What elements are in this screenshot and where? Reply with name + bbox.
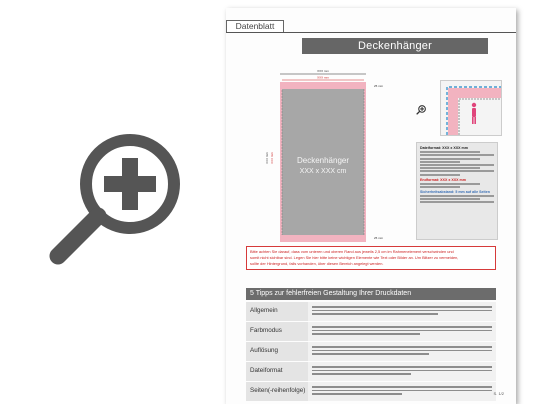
final-format-heading: Endformat: XXX x XXX mm <box>420 177 466 182</box>
datasheet-page <box>226 8 516 404</box>
tip-row <box>246 322 496 341</box>
top-dim-outer-label: XXX mm <box>317 69 329 73</box>
tip-label: Dateiformat <box>246 362 308 381</box>
corner-detail <box>440 80 502 136</box>
tip-label: Allgemein <box>246 302 308 321</box>
side-dim-inner-label: XXX mm <box>269 152 274 164</box>
tip-text <box>308 322 496 341</box>
drawing-center-label-2: XXX x XXX cm <box>299 168 347 175</box>
tip-text <box>308 302 496 321</box>
file-format-heading: Dateiformat: XXX x XXX mm <box>420 146 468 150</box>
top-dim-inner-label: XXX mm <box>317 75 329 80</box>
tip-label: Auflösung <box>246 342 308 361</box>
tip-row <box>246 302 496 321</box>
safety-margin-heading: Sicherheitsabstand: 5 mm auf alle Seiten <box>420 189 490 194</box>
tips-heading: 5 Tipps zur fehlerfreien Gestaltung Ihrer Druckdaten <box>246 288 496 300</box>
drawing-center-label-1: Deckenhänger <box>296 156 350 165</box>
bleed-warning-note <box>246 246 496 270</box>
product-drawing <box>278 68 370 246</box>
page-number: S. 1/2 <box>493 391 504 396</box>
hem-label-bottom: 25 mm <box>374 236 384 240</box>
hem-label-top: 25 mm <box>374 84 384 88</box>
tip-row <box>246 362 496 381</box>
tip-text <box>308 342 496 361</box>
spec-info-box <box>416 142 498 240</box>
tip-text <box>308 382 496 401</box>
tip-label: Seiten(-reihenfolge) <box>246 382 308 401</box>
zoom-in-icon[interactable] <box>48 118 198 268</box>
tip-row <box>246 382 496 401</box>
tip-label: Farbmodus <box>246 322 308 341</box>
tip-text <box>308 362 496 381</box>
note-line-3: sollte der Hintergrund, falls vorhanden, über diesen Bereich angelegt werden. <box>250 261 384 266</box>
note-line-1: Bitte achten Sie darauf, dass vom unteren und oberen Rand aus jeweils 2,5 cm im Rahmenelement verschwinden und <box>250 249 454 254</box>
person-icon <box>472 103 476 124</box>
tips-table <box>246 302 496 402</box>
tip-row <box>246 342 496 361</box>
page-title: Deckenhänger <box>302 38 488 54</box>
side-dim-outer-label: XXX mm <box>264 152 269 164</box>
header-rule <box>226 32 516 33</box>
note-line-2: somit nicht sichtbar sind. Legen Sie hier bitte keine wichtigen Elemente wie Text oder Bilder an. Um Blitzer zu vermeiden, <box>250 255 459 260</box>
datasheet-tab: Datenblatt <box>226 20 284 32</box>
small-zoom-icon <box>416 104 427 115</box>
